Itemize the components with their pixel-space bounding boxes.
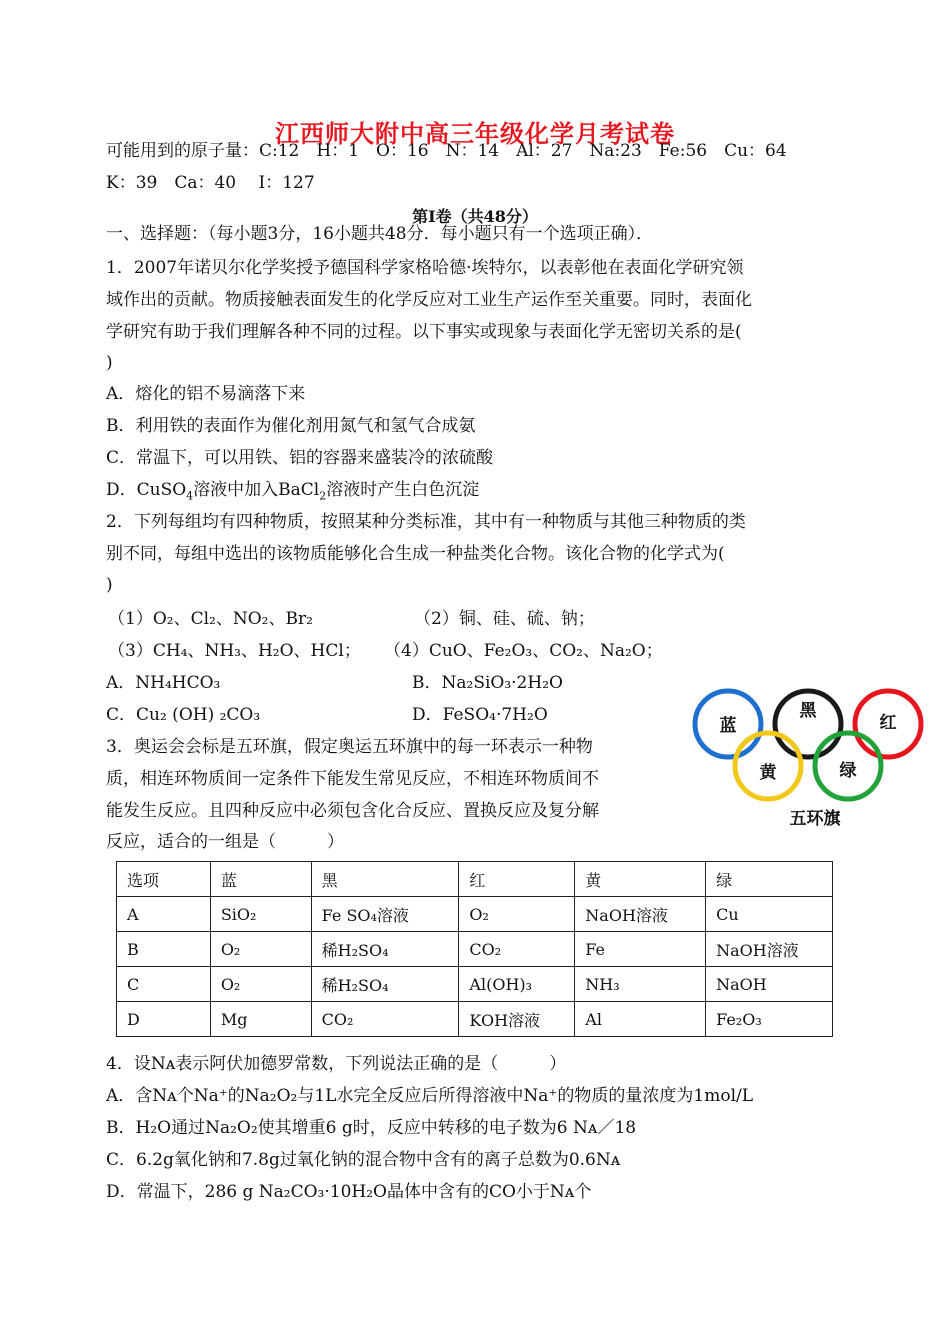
ring-label-blue: 蓝	[719, 716, 737, 736]
q1-stem-line: )	[106, 353, 113, 373]
q2-group-1: （1）O₂、Cl₂、NO₂、Br₂	[108, 609, 313, 629]
q1-stem-line: 学研究有助于我们理解各种不同的过程。以下事实或现象与表面化学无密切关系的是(	[106, 322, 742, 342]
table-header-row	[117, 862, 833, 897]
q1-option-b: B．利用铁的表面作为催化剂用氮气和氢气合成氨	[106, 416, 476, 436]
q2-option-b: B．Na₂SiO₃·2H₂O	[412, 673, 563, 693]
table-cell: KOH溶液	[459, 1002, 575, 1037]
q2-option-a: A．NH₄HCO₃	[106, 673, 221, 693]
q4-option-c: C．6.2g氧化钠和7.8g过氧化钠的混合物中含有的离子总数为0.6Nᴀ	[106, 1150, 621, 1170]
q1-option-a: A．熔化的铝不易滴落下来	[106, 384, 306, 404]
q3-stem-line: 质，相连环物质间一定条件下能发生常见反应，不相连环物质间不	[106, 769, 599, 789]
table-cell: O₂	[210, 932, 311, 967]
q1-option-d: D．CuSO$_4$溶液中加入BaCl$_2$溶液时产生白色沉淀	[106, 480, 480, 503]
q2-option-c: C．Cu₂ (OH) ₂CO₃	[106, 705, 261, 725]
table-cell: Fe₂O₃	[706, 1002, 833, 1037]
table-header-cell: 绿	[706, 862, 833, 897]
q2-group-4: （4）CuO、Fe₂O₃、CO₂、Na₂O；	[384, 641, 663, 661]
q2-option-d: D．FeSO₄·7H₂O	[412, 705, 548, 725]
q3-options-table	[116, 861, 833, 1037]
table-cell: NaOH溶液	[575, 897, 706, 932]
table-cell: Al(OH)₃	[459, 967, 575, 1002]
table-cell: Fe	[575, 932, 706, 967]
table-header-cell: 黄	[575, 862, 706, 897]
q2-stem-line: )	[106, 575, 113, 595]
q3-stem-line: 反应，适合的一组是（ ）	[106, 832, 344, 852]
table-cell: CO₂	[311, 1002, 459, 1037]
q4-option-d: D．常温下，286 g Na₂CO₃·10H₂O晶体中含有的CO小于Nᴀ个	[106, 1182, 592, 1202]
ring-label-green: 绿	[839, 761, 857, 781]
table-header-cell: 蓝	[210, 862, 311, 897]
ring-label-black: 黑	[799, 701, 817, 721]
q2-stem-line: 2．下列每组均有四种物质，按照某种分类标准，其中有一种物质与其他三种物质的类	[106, 512, 746, 532]
q1-stem-line: 1．2007年诺贝尔化学奖授予德国科学家格哈德·埃特尔，以表彰他在表面化学研究领	[106, 258, 744, 278]
table-header-cell: 红	[459, 862, 575, 897]
table-row	[117, 932, 833, 967]
table-header-cell: 黑	[311, 862, 459, 897]
exam-title: 江西师大附中高三年级化学月考试卷	[275, 119, 675, 148]
q1-option-c: C．常温下，可以用铁、铝的容器来盛装冷的浓硫酸	[106, 448, 494, 468]
table-cell: 稀H₂SO₄	[311, 967, 459, 1002]
q2-stem-line: 别不同，每组中选出的该物质能够化合生成一种盐类化合物。该化合物的化学式为(	[106, 544, 725, 564]
table-cell: Fe SO₄溶液	[311, 897, 459, 932]
ring-label-yellow: 黄	[759, 763, 777, 783]
q2-group-3: （3）CH₄、NH₃、H₂O、HCl；	[108, 641, 361, 661]
rings-caption: 五环旗	[789, 809, 841, 829]
q3-stem-line: 能发生反应。且四种反应中必须包含化合反应、置换反应及复分解	[106, 801, 599, 821]
q2-group-2: （2）铜、硅、硫、钠；	[414, 609, 595, 629]
table-cell: O₂	[210, 967, 311, 1002]
q3-stem-line: 3．奥运会会标是五环旗，假定奥运五环旗中的每一环表示一种物	[106, 737, 593, 757]
table-cell: Cu	[706, 897, 833, 932]
table-cell: Al	[575, 1002, 706, 1037]
table-cell: NaOH溶液	[706, 932, 833, 967]
table-header-cell: 选项	[117, 862, 211, 897]
q1-stem-line: 域作出的贡献。物质接触表面发生的化学反应对工业生产运作至关重要。同时，表面化	[106, 290, 752, 310]
q4-option-b: B．H₂O通过Na₂O₂使其增重6 g时，反应中转移的电子数为6 Nᴀ／18	[106, 1118, 637, 1138]
table-cell: NH₃	[575, 967, 706, 1002]
table-row	[117, 897, 833, 932]
q4-option-a: A．含Nᴀ个Na⁺的Na₂O₂与1L水完全反应后所得溶液中Na⁺的物质的量浓度为1mol/L	[106, 1086, 754, 1106]
section-heading: 第Ⅰ卷（共48分）	[412, 207, 538, 226]
table-cell: O₂	[459, 897, 575, 932]
ring-label-red: 红	[879, 713, 897, 733]
table-cell: A	[117, 897, 211, 932]
q4-stem: 4．设Nᴀ表示阿伏加德罗常数，下列说法正确的是（ ）	[106, 1054, 567, 1074]
atomic-masses-line-1: 可能用到的原子量：C:12 H：1 O：16 N：14 Al：27 Na:23 Fe:56 Cu：64	[106, 141, 787, 161]
table-cell: D	[117, 1002, 211, 1037]
five-rings-svg	[690, 686, 930, 836]
atomic-masses-line-2: K：39 Ca：40 I：127	[106, 173, 315, 193]
table-cell: B	[117, 932, 211, 967]
table-cell: CO₂	[459, 932, 575, 967]
table-cell: Mg	[210, 1002, 311, 1037]
part1-heading: 一、选择题：（每小题3分，16小题共48分．每小题只有一个选项正确）．	[106, 224, 654, 244]
table-cell: C	[117, 967, 211, 1002]
table-row	[117, 967, 833, 1002]
five-rings-figure	[690, 686, 930, 836]
table-row	[117, 1002, 833, 1037]
table-cell: NaOH	[706, 967, 833, 1002]
table-cell: 稀H₂SO₄	[311, 932, 459, 967]
table-cell: SiO₂	[210, 897, 311, 932]
